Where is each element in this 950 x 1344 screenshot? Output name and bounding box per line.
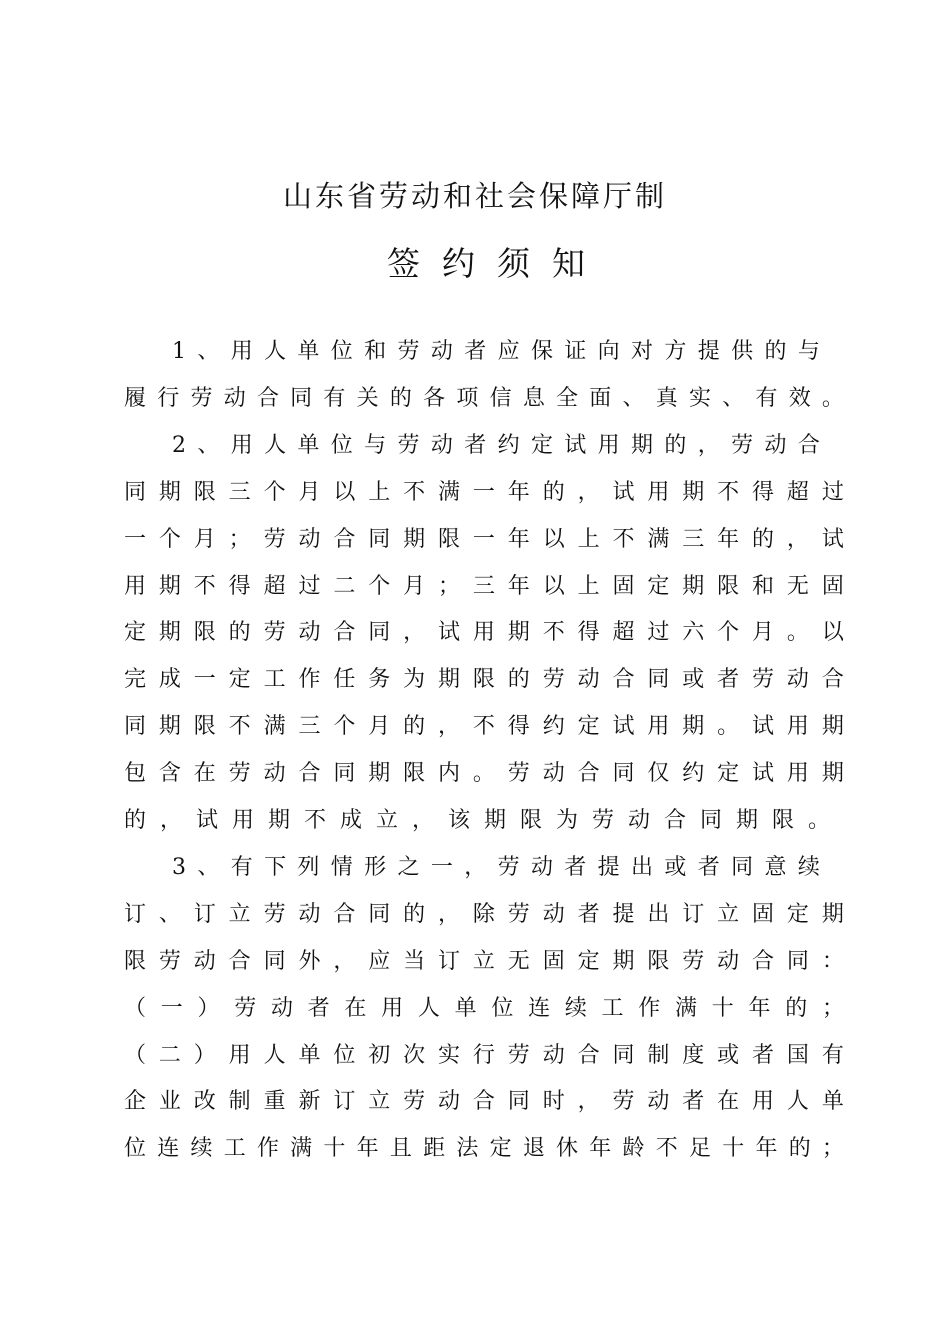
text-line: 2 、 用 人 单 位 与 劳 动 者 约 定 试 用 期 的 ， 劳 动 合 — [172, 433, 820, 458]
text-line: 同 期 限 三 个 月 以 上 不 满 一 年 的 ， 试 用 期 不 得 超 过 — [124, 480, 844, 505]
text-line: 包 含 在 劳 动 合 同 期 限 内 。 劳 动 合 同 仅 约 定 试 用 期 — [124, 761, 844, 786]
text-line: 位 连 续 工 作 满 十 年 且 距 法 定 退 休 年 龄 不 足 十 年 的 ； — [124, 1136, 844, 1161]
text-line: 企 业 改 制 重 新 订 立 劳 动 合 同 时 ， 劳 动 者 在 用 人 单 — [124, 1089, 844, 1114]
text-line: 3 、 有 下 列 情 形 之 一 ， 劳 动 者 提 出 或 者 同 意 续 — [172, 855, 820, 880]
text-line: 的 ， 试 用 期 不 成 立 ， 该 期 限 为 劳 动 合 同 期 限 。 — [124, 808, 831, 833]
issuer-heading: 山东省劳动和社会保障厅制 — [282, 179, 667, 213]
text-line: 一 个 月 ； 劳 动 合 同 期 限 一 年 以 上 不 满 三 年 的 ， 试 — [124, 527, 844, 552]
document-title: 签约须知 — [387, 244, 607, 283]
text-line: 1 、 用 人 单 位 和 劳 动 者 应 保 证 向 对 方 提 供 的 与 — [172, 339, 820, 364]
text-line: 同 期 限 不 满 三 个 月 的 ， 不 得 约 定 试 用 期 。 试 用 期 — [124, 714, 844, 739]
text-line: 完 成 一 定 工 作 任 务 为 期 限 的 劳 动 合 同 或 者 劳 动 合 — [124, 667, 844, 692]
text-line: 用 期 不 得 超 过 二 个 月 ； 三 年 以 上 固 定 期 限 和 无 固 — [124, 574, 844, 599]
text-line: 订 、 订 立 劳 动 合 同 的 ， 除 劳 动 者 提 出 订 立 固 定 期 — [124, 902, 844, 927]
text-line: （ 一 ） 劳 动 者 在 用 人 单 位 连 续 工 作 满 十 年 的 ； — [124, 996, 844, 1021]
text-line: 履 行 劳 动 合 同 有 关 的 各 项 信 息 全 面 、 真 实 、 有 效 。 — [124, 386, 844, 411]
text-line: （ 二 ） 用 人 单 位 初 次 实 行 劳 动 合 同 制 度 或 者 国 有 — [124, 1043, 844, 1068]
text-line: 定 期 限 的 劳 动 合 同 ， 试 用 期 不 得 超 过 六 个 月 。 以 — [124, 620, 844, 645]
text-line: 限 劳 动 合 同 外 ， 应 当 订 立 无 固 定 期 限 劳 动 合 同 ： — [124, 949, 844, 974]
